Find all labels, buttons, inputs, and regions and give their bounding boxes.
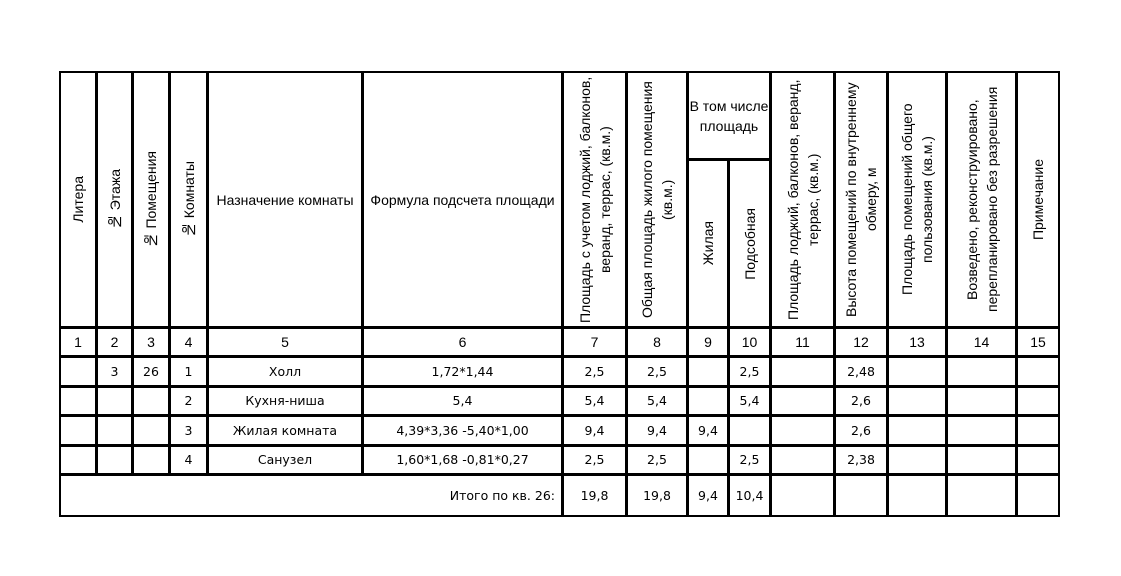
column-header xyxy=(562,71,627,328)
table-cell xyxy=(362,445,563,475)
table-cell xyxy=(169,415,208,446)
table-cell xyxy=(1016,445,1060,475)
table-cell xyxy=(169,356,208,387)
table-cell xyxy=(362,356,563,387)
table-cell xyxy=(770,445,835,475)
group-header xyxy=(687,71,771,160)
table-cell xyxy=(834,415,888,446)
column-header xyxy=(59,71,97,328)
table-cell-text: 3 xyxy=(110,363,119,379)
table-cell xyxy=(207,445,363,475)
table-cell-text: Холл xyxy=(268,363,302,379)
table-cell-text: 5,4 xyxy=(452,393,473,408)
table-cell xyxy=(59,445,97,475)
column-header xyxy=(626,71,688,328)
table-cell xyxy=(207,356,363,387)
column-number xyxy=(96,327,133,357)
total-cell xyxy=(687,474,729,517)
column-number-text: 12 xyxy=(853,334,869,350)
table-cell-text: 1,72*1,44 xyxy=(431,363,494,379)
column-header-text: Назначение комнаты xyxy=(216,191,354,208)
table-cell xyxy=(770,415,835,446)
table-cell-text: 2,38 xyxy=(847,452,875,467)
table-cell xyxy=(207,386,363,416)
column-header-text: Жилая xyxy=(700,221,716,266)
table-cell xyxy=(728,415,771,446)
table-cell xyxy=(132,386,170,416)
column-number xyxy=(169,327,208,357)
total-label-text: Итого по кв. 26: xyxy=(449,487,555,503)
column-number-text: 9 xyxy=(704,334,712,350)
table-cell xyxy=(728,356,771,387)
total-cell xyxy=(728,474,771,517)
total-label xyxy=(59,474,563,517)
table-cell-text: 2,5 xyxy=(584,452,605,467)
table-cell xyxy=(362,386,563,416)
column-header-text: Площадь с учетом лоджий, балконов, веранд, террас, (кв.м.) xyxy=(576,76,613,323)
column-number-text: 6 xyxy=(458,334,467,350)
table-cell xyxy=(687,356,729,387)
group-header-text: В том числе площадь xyxy=(689,97,769,134)
table-cell-text: 1 xyxy=(184,363,193,379)
column-header xyxy=(834,71,888,328)
column-number-text: 4 xyxy=(184,334,193,350)
column-number xyxy=(1016,327,1060,357)
table-cell xyxy=(132,415,170,446)
table-cell xyxy=(887,386,947,416)
table-cell xyxy=(562,356,627,387)
column-header xyxy=(132,71,170,328)
column-number-text: 2 xyxy=(110,334,119,350)
total-cell-text: 19,8 xyxy=(643,487,671,503)
column-header-text: № Комнаты xyxy=(180,160,197,239)
table-cell-text: 3 xyxy=(184,422,193,438)
table-cell xyxy=(1016,356,1060,387)
table-cell xyxy=(887,415,947,446)
table-cell-text: 5,4 xyxy=(739,393,760,408)
column-number-text: 3 xyxy=(147,334,155,350)
table-cell xyxy=(59,356,97,387)
column-number xyxy=(562,327,627,357)
column-header-text: Возведено, реконструировано, перепланировано без разрешения xyxy=(963,86,1000,313)
table-cell xyxy=(132,356,170,387)
table-cell xyxy=(687,386,729,416)
column-header xyxy=(728,159,771,328)
total-cell xyxy=(1016,474,1060,517)
table-cell xyxy=(946,415,1017,446)
table-cell-text: 2,6 xyxy=(851,422,871,438)
column-number xyxy=(887,327,947,357)
table-cell xyxy=(96,445,133,475)
table-cell-text: 2,6 xyxy=(851,393,871,408)
column-number xyxy=(770,327,835,357)
column-header xyxy=(96,71,133,328)
table-cell-text: 9,4 xyxy=(647,422,667,438)
total-cell xyxy=(887,474,947,517)
column-header xyxy=(207,71,363,328)
table-cell xyxy=(887,445,947,475)
column-header xyxy=(770,71,835,328)
table-cell xyxy=(59,386,97,416)
table-cell xyxy=(770,386,835,416)
column-number-text: 8 xyxy=(653,334,661,350)
table-cell-text: 2,5 xyxy=(584,363,605,379)
column-number xyxy=(132,327,170,357)
table-cell xyxy=(132,445,170,475)
table-cell xyxy=(626,386,688,416)
table-cell-text: 4 xyxy=(184,452,193,467)
table-cell xyxy=(687,415,729,446)
table-cell xyxy=(96,356,133,387)
column-number-text: 14 xyxy=(973,334,990,350)
total-cell xyxy=(834,474,888,517)
column-header xyxy=(887,71,947,328)
table-cell-text: 4,39*3,36 -5,40*1,00 xyxy=(396,422,529,438)
column-header xyxy=(169,71,208,328)
table-cell-text: 9,4 xyxy=(698,422,718,438)
column-header-text: № Этажа xyxy=(106,168,123,231)
table-cell xyxy=(362,415,563,446)
table-cell xyxy=(59,415,97,446)
table-cell xyxy=(96,415,133,446)
table-cell-text: Жилая комната xyxy=(232,422,338,438)
column-header-text: Подсобная xyxy=(741,207,758,280)
table-cell-text: 5,4 xyxy=(647,393,667,408)
column-number-text: 13 xyxy=(909,334,925,350)
column-number xyxy=(834,327,888,357)
table-cell xyxy=(834,356,888,387)
table-cell-text: 1,60*1,68 -0,81*0,27 xyxy=(396,452,529,467)
table-cell xyxy=(887,356,947,387)
table-cell xyxy=(687,445,729,475)
column-header xyxy=(1016,71,1060,328)
table-cell xyxy=(728,445,771,475)
column-number-text: 1 xyxy=(74,334,82,350)
table-cell xyxy=(96,386,133,416)
table-cell xyxy=(562,386,627,416)
column-number xyxy=(687,327,729,357)
table-cell xyxy=(946,356,1017,387)
column-number-text: 5 xyxy=(281,334,289,350)
column-number-text: 10 xyxy=(741,334,758,350)
total-cell-text: 19,8 xyxy=(580,487,609,503)
total-cell xyxy=(562,474,627,517)
table-cell xyxy=(169,445,208,475)
table-cell xyxy=(626,356,688,387)
column-header-text: Общая площадь жилого помещения (кв.м.) xyxy=(639,81,675,318)
table-cell-text: 5,4 xyxy=(584,393,605,408)
column-number-text: 11 xyxy=(795,334,810,350)
column-number xyxy=(362,327,563,357)
table-cell-text: Санузел xyxy=(257,452,313,467)
column-header xyxy=(687,159,729,328)
table-cell xyxy=(834,445,888,475)
column-header-text: № Помещения xyxy=(143,150,159,249)
table-cell xyxy=(1016,415,1060,446)
table-cell-text: 2,48 xyxy=(847,363,875,379)
table-cell-text: 2 xyxy=(184,393,193,408)
table-cell xyxy=(834,386,888,416)
table-cell-text: 2,5 xyxy=(647,363,667,379)
column-number xyxy=(728,327,771,357)
column-header-text: Площадь помещений общего пользования (кв.м.) xyxy=(899,103,935,296)
column-header-text: Примечание xyxy=(1030,158,1046,241)
column-number xyxy=(626,327,688,357)
column-header-text: Литера xyxy=(70,176,86,223)
table-cell xyxy=(626,415,688,446)
total-cell xyxy=(626,474,688,517)
total-cell-text: 9,4 xyxy=(698,487,718,503)
table-cell xyxy=(562,445,627,475)
total-cell xyxy=(946,474,1017,517)
column-number xyxy=(207,327,363,357)
table-cell-text: Кухня-ниша xyxy=(245,393,325,408)
table-cell xyxy=(626,445,688,475)
table-cell xyxy=(728,386,771,416)
table-cell-text: 2,5 xyxy=(739,363,760,379)
column-header xyxy=(946,71,1017,328)
table-cell-text: 9,4 xyxy=(584,422,605,438)
table-cell xyxy=(946,445,1017,475)
column-number-text: 7 xyxy=(590,334,599,350)
total-cell-text: 10,4 xyxy=(735,487,764,503)
column-header-text: Высота помещений по внутреннему обмеру, м xyxy=(843,82,879,317)
table-cell xyxy=(770,356,835,387)
table-cell xyxy=(562,415,627,446)
column-number-text: 15 xyxy=(1030,334,1046,350)
table-cell-text: 2,5 xyxy=(739,452,760,467)
total-cell xyxy=(770,474,835,517)
table-cell xyxy=(169,386,208,416)
table-cell xyxy=(207,415,363,446)
column-header-text: Формула подсчета площади xyxy=(370,191,555,208)
column-number xyxy=(59,327,97,357)
table-cell-text: 2,5 xyxy=(647,452,667,467)
column-number xyxy=(946,327,1017,357)
table-cell xyxy=(1016,386,1060,416)
table-cell-text: 26 xyxy=(143,363,159,379)
table-cell xyxy=(946,386,1017,416)
column-header-text: Площадь лоджий, балконов, веранд, террас, (кв.м.) xyxy=(784,79,821,320)
column-header xyxy=(362,71,563,328)
